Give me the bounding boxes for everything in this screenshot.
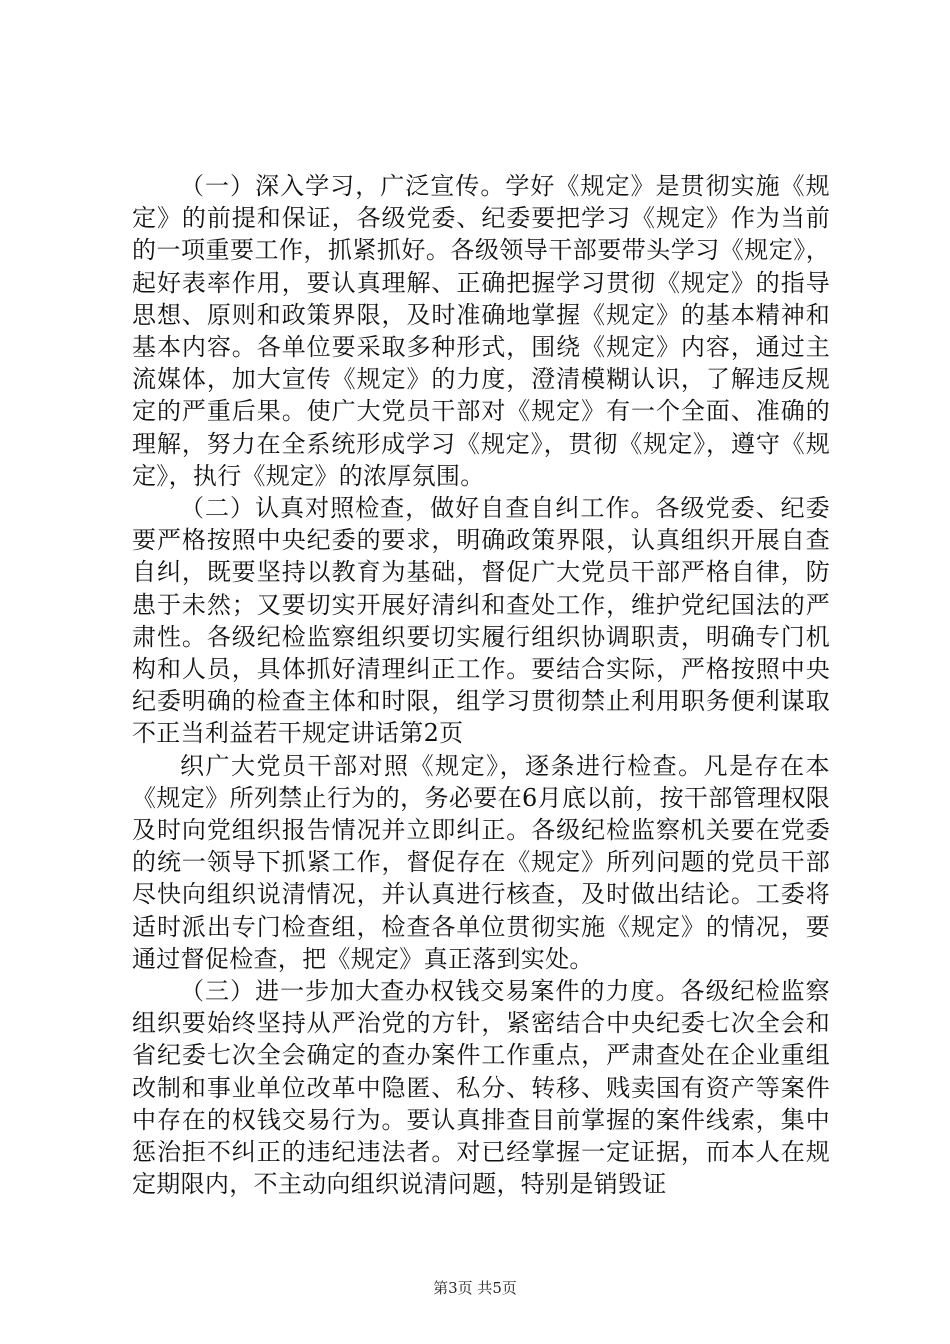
paragraph-1: （一）深入学习，广泛宣传。学好《规定》是贯彻实施《规定》的前提和保证，各级党委、纪委要把学习《规定》作为当前的一项重要工作，抓紧抓好。各级领导干部要带头学习《规定》，起好表率作用，要认真理解、正确把握学习贯彻《规定》的指导思想、原则和政策界限，及时准确地掌握《规定》的基本精神和基本内容。各单位要采取多种形式，围绕《规定》内容，通过主流媒体，加大宣传《规定》的力度，澄清模糊认识，了解违反规定的严重后果。使广大党员干部对《规定》有一个全面、准确的理解，努力在全系统形成学习《规定》，贯彻《规定》，遵守《规定》，执行《规定》的浓厚氛围。 (132, 172, 830, 490)
paragraph-2: （二）认真对照检查，做好自查自纠工作。各级党委、纪委要严格按照中央纪委的要求，明确政策界限，认真组织开展自查自纠，既要坚持以教育为基础，督促广大党员干部严格自律，防患于未然；又要切实开展好清纠和查处工作，维护党纪国法的严肃性。各级纪检监察组织要切实履行组织协调职责，明确专门机构和人员，具体抓好清理纠正工作。要结合实际，严格按照中央纪委明确的检查主体和时限，组学习贯彻禁止利用职务便利谋取不正当利益若干规定讲话第2页 (132, 494, 830, 748)
paragraph-4: （三）进一步加大查办权钱交易案件的力度。各级纪检监察组织要始终坚持从严治党的方针，紧密结合中央纪委七次全会和省纪委七次全会确定的查办案件工作重点，严肃查处在企业重组改制和事业单位改革中隐匿、私分、转移、贱卖国有资产等案件中存在的权钱交易行为。要认真排查目前掌握的案件线索，集中惩治拒不纠正的违纪违法者。对已经掌握一定证据，而本人在规定期限内，不主动向组织说清问题，特别是销毁证 (132, 977, 830, 1199)
page-footer: 第3页 共5页 (433, 1279, 517, 1297)
document-body (132, 170, 830, 1201)
paragraph-3: 织广大党员干部对照《规定》，逐条进行检查。凡是存在本《规定》所列禁止行为的，务必要在6月底以前，按干部管理权限及时向党组织报告情况并立即纠正。各级纪检监察机关要在党委的统一领导下抓紧工作，督促存在《规定》所列问题的党员干部尽快向组织说清情况，并认真进行核查，及时做出结论。工委将适时派出专门检查组，检查各单位贯彻实施《规定》的情况，要通过督促检查，把《规定》真正落到实处。 (132, 751, 830, 973)
